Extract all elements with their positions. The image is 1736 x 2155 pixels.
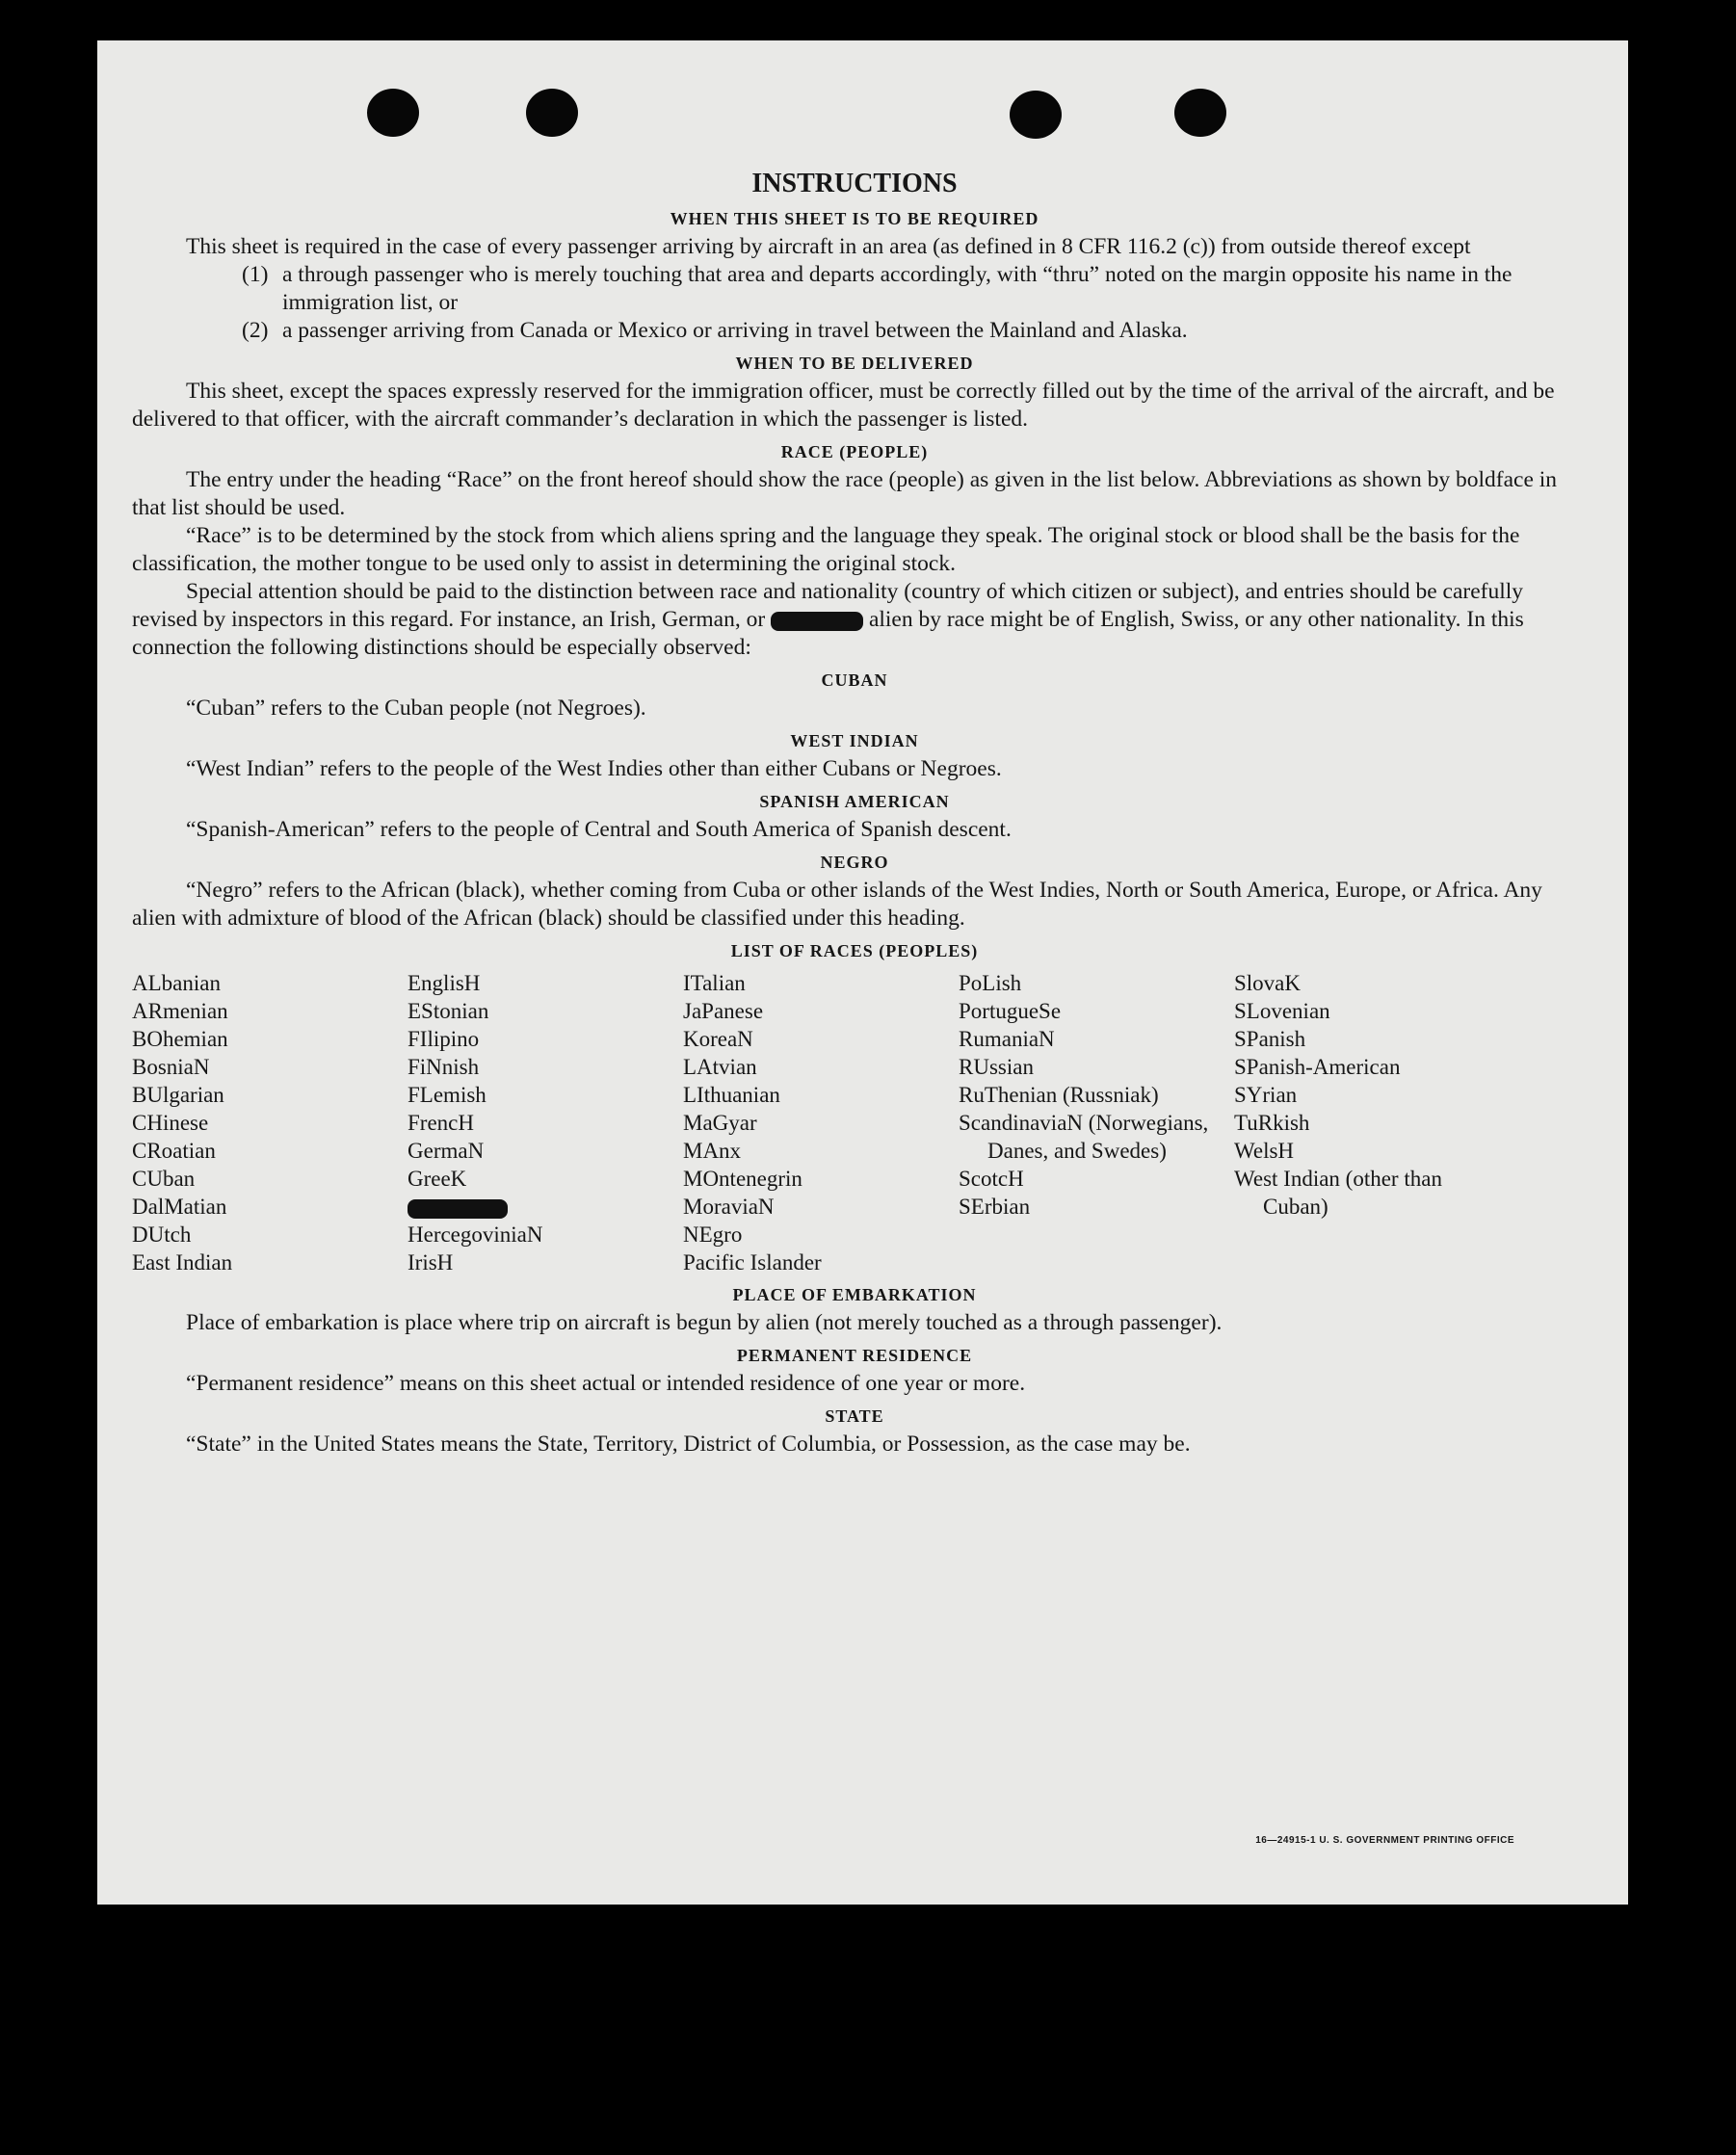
race-entry: DUtch [132,1222,192,1247]
race-entry: WelsH [1234,1139,1295,1163]
heading-when-delivered: WHEN TO BE DELIVERED [735,354,974,373]
races-list [132,969,1577,1276]
race-entry: ScotcH [959,1167,1024,1191]
races-column-3 [683,969,959,1276]
race-entry: CUban [132,1167,196,1191]
race-entry: CHinese [132,1111,209,1135]
west-indian-text: “West Indian” refers to the people of the West Indies other than either Cubans or Negroes. [186,756,1002,781]
race-entry: FIlipino [408,1027,480,1051]
races-column-4 [959,969,1234,1276]
negro-text: “Negro” refers to the African (black), whether coming from Cuba or other islands of the West Indies, North or South America, Europe, or Africa. Any alien with admixture of blood of the African (black) should be classified under this heading. [132,878,1542,931]
race-paragraph-3-start: Special attention should be paid to the distinction between race and nationality (country of which citizen or subject), and entries should be carefully revised by inspectors in this regard. For instance, an Irish, German, or [132,579,1524,632]
punch-hole [1174,89,1226,137]
races-column-5 [1234,969,1485,1276]
heading-embarkation: PLACE OF EMBARKATION [732,1285,977,1304]
heading-list-of-races: LIST OF RACES (PEOPLES) [730,941,979,960]
race-entry: PortugueSe [959,999,1062,1023]
heading-cuban: CUBAN [821,670,888,690]
permanent-residence-text: “Permanent residence” means on this sheet actual or intended residence of one year or more. [186,1371,1026,1396]
race-entry: KoreaN [683,1027,753,1051]
embarkation-text: Place of embarkation is place where trip on aircraft is begun by alien (not merely touched as a through passenger). [186,1310,1223,1335]
race-entry: EnglisH [408,971,481,995]
race-entry: SYrian [1234,1083,1298,1107]
race-entry: RUssian [959,1055,1034,1079]
exception-number: (1) [242,262,269,287]
race-entry: SlovaK [1234,971,1301,995]
race-entry: SLovenian [1234,999,1330,1023]
punch-hole [526,89,578,137]
race-entry: EStonian [408,999,489,1023]
race-entry: ITalian [683,971,746,995]
race-paragraph-2: “Race” is to be determined by the stock from which aliens spring and the language they speak. The original stock or blood shall be the basis for the classification, the mother tongue to be used only to assist in determining the original stock. [132,523,1520,576]
race-entry: PoLish [959,971,1022,995]
race-entry: LIthuanian [683,1083,780,1107]
race-entry: RuThenian (Russniak) [959,1083,1159,1107]
race-entry: SPanish [1234,1027,1306,1051]
races-column-2-top [408,969,683,1193]
punch-hole [367,89,419,137]
heading-when-required: WHEN THIS SHEET IS TO BE REQUIRED [670,209,1039,228]
races-column-1 [132,969,408,1276]
race-entry: ScandinaviaN (Norwegians, Danes, and Swedes) [959,1111,1209,1163]
redaction-mark [771,612,863,631]
race-entry: GreeK [408,1167,467,1191]
race-entry: SErbian [959,1195,1031,1219]
race-entry: NEgro [683,1222,743,1247]
exception-text: a passenger arriving from Canada or Mexico or arriving in travel between the Mainland and Alaska. [282,318,1188,343]
exception-item-1 [132,261,1577,317]
when-delivered-text: This sheet, except the spaces expressly reserved for the immigration officer, must be correctly filled out by the time of the arrival of the aircraft, and be delivered to that officer, with the aircraft commander’s declaration in which the passenger is listed. [132,379,1555,432]
race-entry: GermaN [408,1139,485,1163]
race-entry: MaGyar [683,1111,757,1135]
race-entry: ALbanian [132,971,221,995]
printer-imprint: 16—24915-1 U. S. GOVERNMENT PRINTING OFFICE [1255,1835,1514,1846]
race-entry: East Indian [132,1250,233,1275]
race-entry: IrisH [408,1250,454,1275]
race-entry: FiNnish [408,1055,480,1079]
race-entry-redacted [408,1193,683,1221]
heading-race: RACE (PEOPLE) [780,442,929,461]
spanish-american-text: “Spanish-American” refers to the people of Central and South America of Spanish descent. [186,817,1012,842]
heading-west-indian: WEST INDIAN [790,731,919,750]
instructions-body [132,168,1577,1459]
cuban-text: “Cuban” refers to the Cuban people (not Negroes). [186,696,646,721]
exception-number: (2) [242,318,269,343]
race-entry: ARmenian [132,999,228,1023]
redaction-mark [408,1199,508,1219]
state-text: “State” in the United States means the State, Territory, District of Columbia, or Possession, as the case may be. [186,1432,1191,1457]
race-entry: FLemish [408,1083,487,1107]
race-entry: TuRkish [1234,1111,1310,1135]
heading-negro: NEGRO [820,853,889,872]
race-paragraph-1: The entry under the heading “Race” on the front hereof should show the race (people) as given in the list below. Abbreviations as shown by boldface in that list should be used. [132,467,1558,520]
race-entry: HercegoviniaN [408,1222,543,1247]
race-entry: CRoatian [132,1139,216,1163]
when-required-intro: This sheet is required in the case of every passenger arriving by aircraft in an area (as defined in 8 CFR 116.2 (c)) from outside thereof except [186,234,1471,259]
races-column-2 [408,969,683,1276]
race-paragraph-3 [132,578,1577,662]
race-paragraph-3-end: alien by race might be of English, Swiss, or any other nationality. In this connection the following distinctions should be especially observed: [132,607,1524,660]
race-entry: DalMatian [132,1195,227,1219]
exception-text: a through passenger who is merely touching that area and departs accordingly, with “thru” noted on the margin opposite his name in the immigration list, or [282,262,1512,315]
race-entry: MAnx [683,1139,742,1163]
race-entry: MOntenegrin [683,1167,802,1191]
race-entry: SPanish-American [1234,1055,1401,1079]
document-sheet [97,40,1628,1905]
heading-permanent-residence: PERMANENT RESIDENCE [736,1346,973,1365]
heading-state: STATE [825,1406,884,1426]
race-entry: FrencH [408,1111,474,1135]
race-entry: JaPanese [683,999,764,1023]
race-entry: LAtvian [683,1055,757,1079]
races-column-2-bottom [408,1221,683,1276]
race-entry: BUlgarian [132,1083,224,1107]
race-entry: BosniaN [132,1055,210,1079]
exception-item-2 [132,317,1577,345]
heading-spanish-american: SPANISH AMERICAN [759,792,950,811]
race-entry: BOhemian [132,1027,228,1051]
race-entry: MoraviaN [683,1195,775,1219]
race-entry: West Indian (other than Cuban) [1234,1167,1442,1219]
race-entry: Pacific Islander [683,1250,822,1275]
race-entry: RumaniaN [959,1027,1055,1051]
punch-hole [1010,91,1062,139]
page-title: INSTRUCTIONS [751,169,958,198]
